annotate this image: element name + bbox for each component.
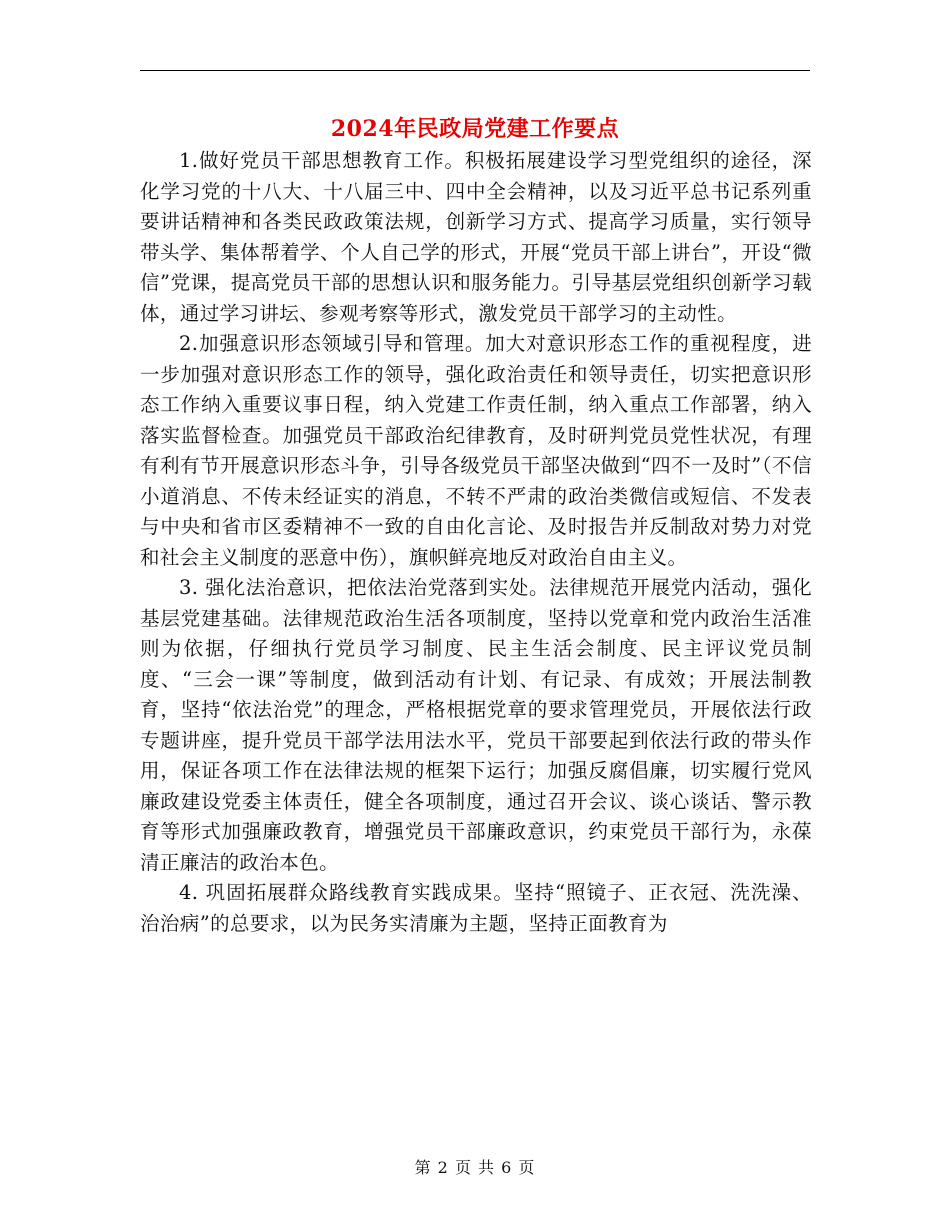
page-number: 第 2 页 共 6 页 <box>414 1158 536 1177</box>
paragraph-1: 1.做好党员干部思想教育工作。积极拓展建设学习型党组织的途径，深化学习党的十八大、十八届三中、四中全会精神，以及习近平总书记系列重要讲话精神和各类民政政策法规，创新学习方式、提高学习质量，实行领导带头学、集体帮着学、个人自己学的形式，开展“党员干部上讲台”，开设“微信”党课，提高党员干部的思想认识和服务能力。引导基层党组织创新学习载体，通过学习讲坛、参观考察等形式，激发党员干部学习的主动性。 <box>140 149 812 325</box>
document-title: 2024年民政局党建工作要点 <box>330 116 620 142</box>
header-rule <box>140 70 810 71</box>
document-body <box>140 146 812 939</box>
paragraph-2: 2.加强意识形态领域引导和管理。加大对意识形态工作的重视程度，进一步加强对意识形态工作的领导，强化政治责任和领导责任，切实把意识形态工作纳入重要议事日程，纳入党建工作责任制，纳入重点工作部署，纳入落实监督检查。加强党员干部政治纪律教育，及时研判党员党性状况，有理有利有节开展意识形态斗争，引导各级党员干部坚决做到“四不一及时”（不信小道消息、不传未经证实的消息，不转不严肃的政治类微信或短信、不发表与中央和省市区委精神不一致的自由化言论、及时报告并反制敌对势力对党和社会主义制度的恶意中伤），旗帜鲜亮地反对政治自由主义。 <box>140 332 812 569</box>
paragraph-3: 3. 强化法治意识，把依法治党落到实处。法律规范开展党内活动，强化基层党建基础。法律规范政治生活各项制度，坚持以党章和党内政治生活准则为依据，仔细执行党员学习制度、民主生活会制度、民主评议党员制度、“三会一课”等制度，做到活动有计划、有记录、有成效；开展法制教育，坚持“依法治党”的理念，严格根据党章的要求管理党员，开展依法行政专题讲座，提升党员干部学法用法水平，党员干部要起到依法行政的带头作用，保证各项工作在法律法规的框架下运行；加强反腐倡廉，切实履行党风廉政建设党委主体责任，健全各项制度，通过召开会议、谈心谈话、警示教育等形式加强廉政教育，增强党员干部廉政意识，约束党员干部行为，永葆清正廉洁的政治本色。 <box>140 576 812 874</box>
paragraph-4: 4. 巩固拓展群众路线教育实践成果。坚持“照镜子、正衣冠、洗洗澡、治治病”的总要求，以为民务实清廉为主题，坚持正面教育为 <box>140 881 812 935</box>
